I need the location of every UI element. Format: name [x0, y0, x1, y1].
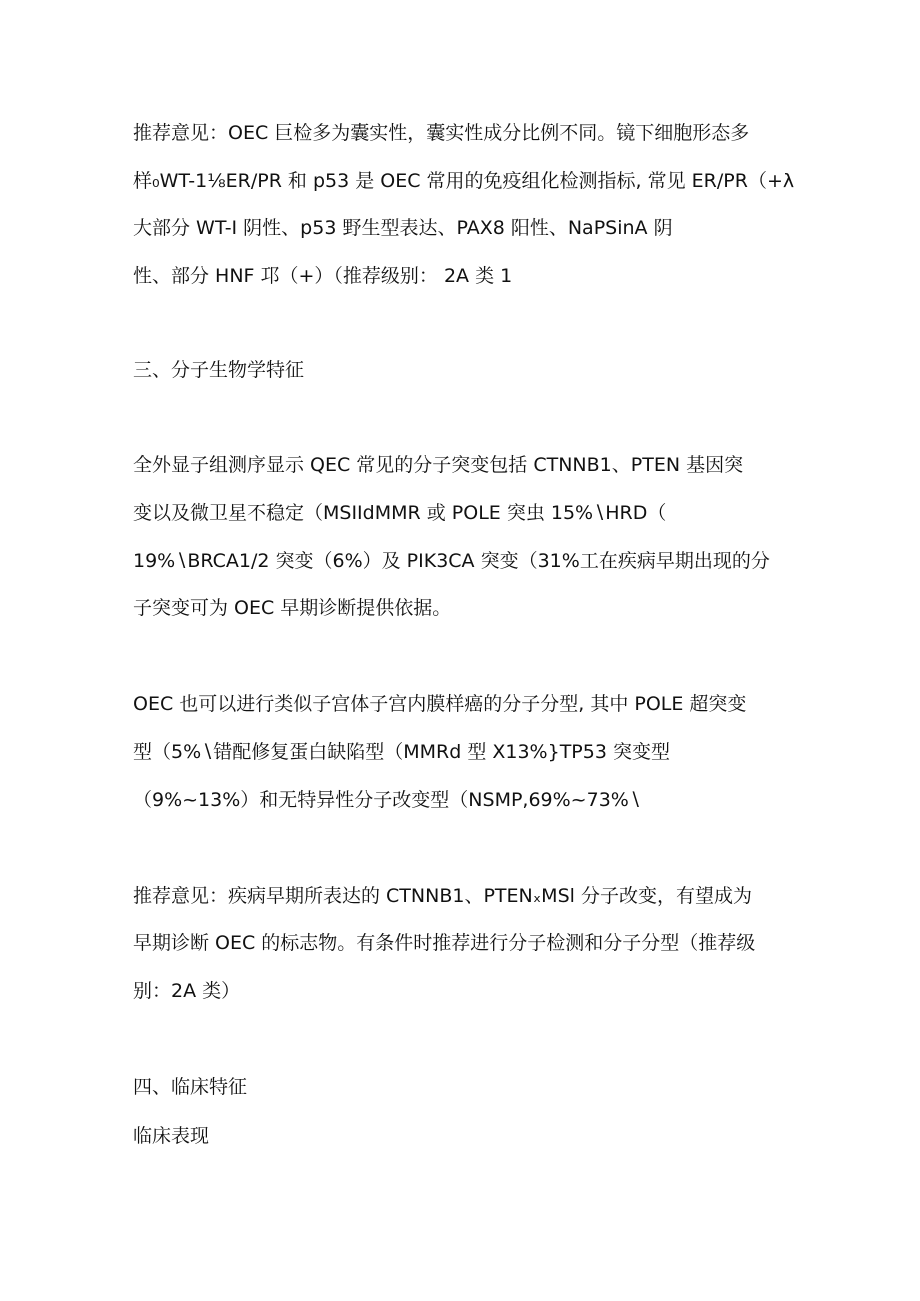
text-line: 别：2A 类） [133, 980, 241, 1002]
section-heading-molecular: 三、分子生物学特征 [133, 359, 305, 381]
subheading-clinical-presentation: 临床表现 [133, 1125, 210, 1147]
text-line: 推荐意见：疾病早期所表达的 CTNNB1、PTENₓMSl 分子改变，有望成为 [133, 885, 752, 907]
text-line: 型（5%∖错配修复蛋白缺陷型（MMRd 型 X13%}TP53 突变型 [133, 741, 670, 763]
text-line: 样₀WT-1⅛ER/PR 和 p53 是 OEC 常用的免疫组化检测指标, 常见 ER/PR（+λ [133, 170, 795, 192]
text-line: 全外显子组测序显示 QEC 常见的分子突变包括 CTNNB1、PTEN 基因突 [133, 454, 744, 476]
text-line: 大部分 WT-I 阴性、p53 野生型表达、PAX8 阳性、NaPSinA 阴 [133, 217, 673, 239]
text-line: 推荐意见：OEC 巨检多为囊实性，囊实性成分比例不同。镜下细胞形态多 [133, 122, 750, 144]
text-line: OEC 也可以进行类似子宫体子宫内膜样癌的分子分型, 其中 POLE 超突变 [133, 693, 747, 715]
text-line: 变以及微卫星不稳定（MSIIdMMR 或 POLE 突虫 15%∖HRD（ [133, 502, 667, 524]
text-line: 子突变可为 OEC 早期诊断提供依据。 [133, 597, 452, 619]
text-line: 19%∖BRCA1/2 突变（6%）及 PIK3CA 突变（31%工在疾病早期出现的分 [133, 550, 770, 572]
section-heading-clinical: 四、临床特征 [133, 1076, 248, 1098]
text-line: （9%~13%）和无特异性分子改变型（NSMP,69%~73%∖ [133, 789, 641, 811]
text-line: 性、部分 HNF 邛（+）（推荐级别： 2A 类 1 [133, 265, 513, 287]
text-line: 早期诊断 OEC 的标志物。有条件时推荐进行分子检测和分子分型（推荐级 [133, 932, 756, 954]
